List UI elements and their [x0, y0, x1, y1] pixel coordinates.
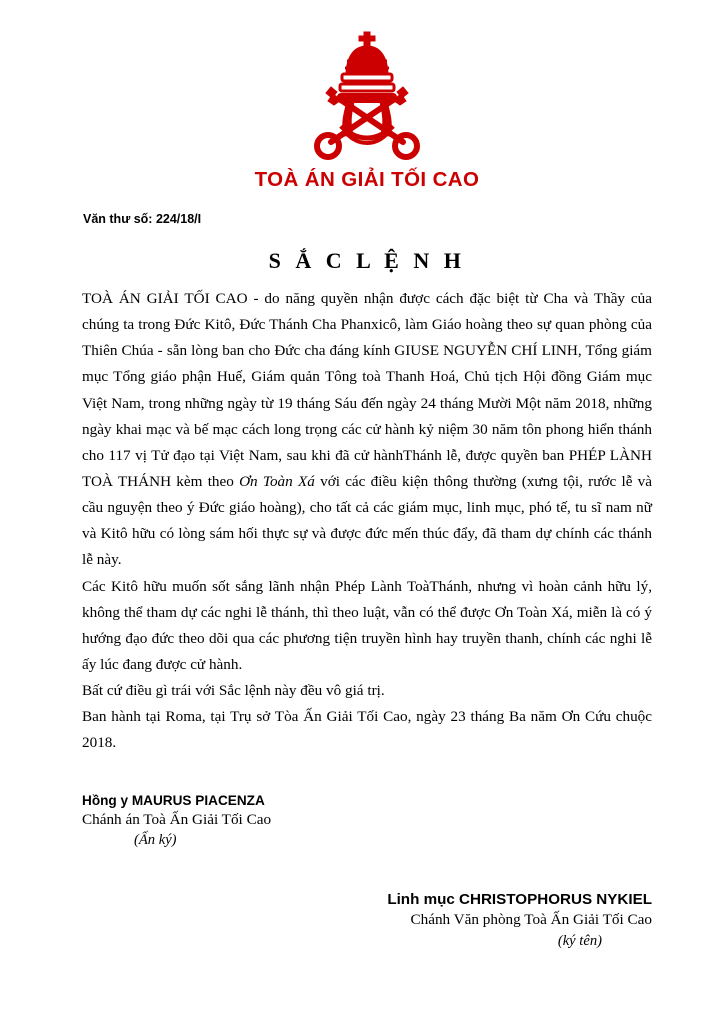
document-number: Văn thư số: 224/18/I	[83, 212, 202, 226]
crest-container	[82, 30, 652, 162]
decree-title: S Ắ C L Ệ N H	[268, 248, 466, 273]
signature-block-left	[82, 793, 652, 850]
paragraph-1-part-b: với các điều kiện thông thường (xưng tội, rước lễ và cầu nguyện theo ý Đức giáo hoàng), cho tất cả các giám mục, linh mục, phó tế, tu sĩ nam nữ và Kitô hữu có lòng sám hối thực sự và được đức mến thúc đẩy, đã tham dự chính các thánh lễ này.	[82, 472, 653, 569]
signature-right-role: Chánh Văn phòng Toà Ấn Giải Tối Cao	[410, 911, 652, 929]
organization-title: TOÀ ÁN GIẢI TỐI CAO	[254, 168, 480, 191]
paragraph-3: Bất cứ điều gì trái với Sắc lệnh này đều vô giá trị.	[82, 682, 385, 700]
signature-left-note: (Ấn ký)	[134, 832, 177, 849]
paragraph-1-part-a: TOÀ ÁN GIẢI TỐI CAO - do năng quyền nhận được cách đặc biệt từ Cha và Thầy của chúng ta trong Đức Kitô, Đức Thánh Cha Phanxicô, làm Giáo hoàng theo sự quan phòng của Thiên Chúa - sẵn lòng ban cho Đức cha đáng kính GIUSE NGUYỄN CHÍ LINH, Tổng giám mục Tổng giáo phận Huế, Giám quản Tông toà Thanh Hoá, Chủ tịch Hội đồng Giám mục Việt Nam, trong những ngày từ 19 tháng Sáu đến ngày 24 tháng Mười Một năm 2018, những ngày khai mạc và bế mạc cách long trọng các cử hành kỷ niệm 30 năm tôn phong hiển thánh cho 117 vị Tử đạo tại Việt Nam, sau khi đã cử hànhThánh lễ, được quyền ban PHÉP LÀNH TOÀ THÁNH kèm theo	[82, 290, 652, 490]
signature-right-note: (ký tên)	[557, 933, 602, 950]
paragraph-1	[82, 286, 652, 574]
signature-left-name: Hồng y MAURUS PIACENZA	[82, 792, 265, 808]
signature-left-role: Chánh án Toà Ấn Giải Tối Cao	[82, 810, 272, 828]
signature-right-name: Linh mục CHRISTOPHORUS NYKIEL	[387, 891, 652, 909]
paragraph-4: Ban hành tại Roma, tại Trụ sở Tòa Ấn Giải Tối Cao, ngày 23 tháng Ba năm Ơn Cứu chuộc 2018.	[82, 708, 652, 752]
paragraph-1-italic: Ơn Toàn Xá	[239, 472, 315, 490]
paragraph-2: Các Kitô hữu muốn sốt sắng lãnh nhận Phép Lành ToàThánh, nhưng vì hoàn cảnh hữu lý, không thể tham dự các nghi lễ thánh, thì theo luật, vẫn có thể được Ơn Toàn Xá, miễn là có ý hướng đạo đức theo dõi qua các phương tiện truyền hình hay truyền thanh, chính các nghi lễ ấy lúc đang được cử hành.	[82, 577, 652, 673]
papal-coat-of-arms-icon	[301, 30, 433, 162]
signature-block-right	[82, 891, 652, 950]
